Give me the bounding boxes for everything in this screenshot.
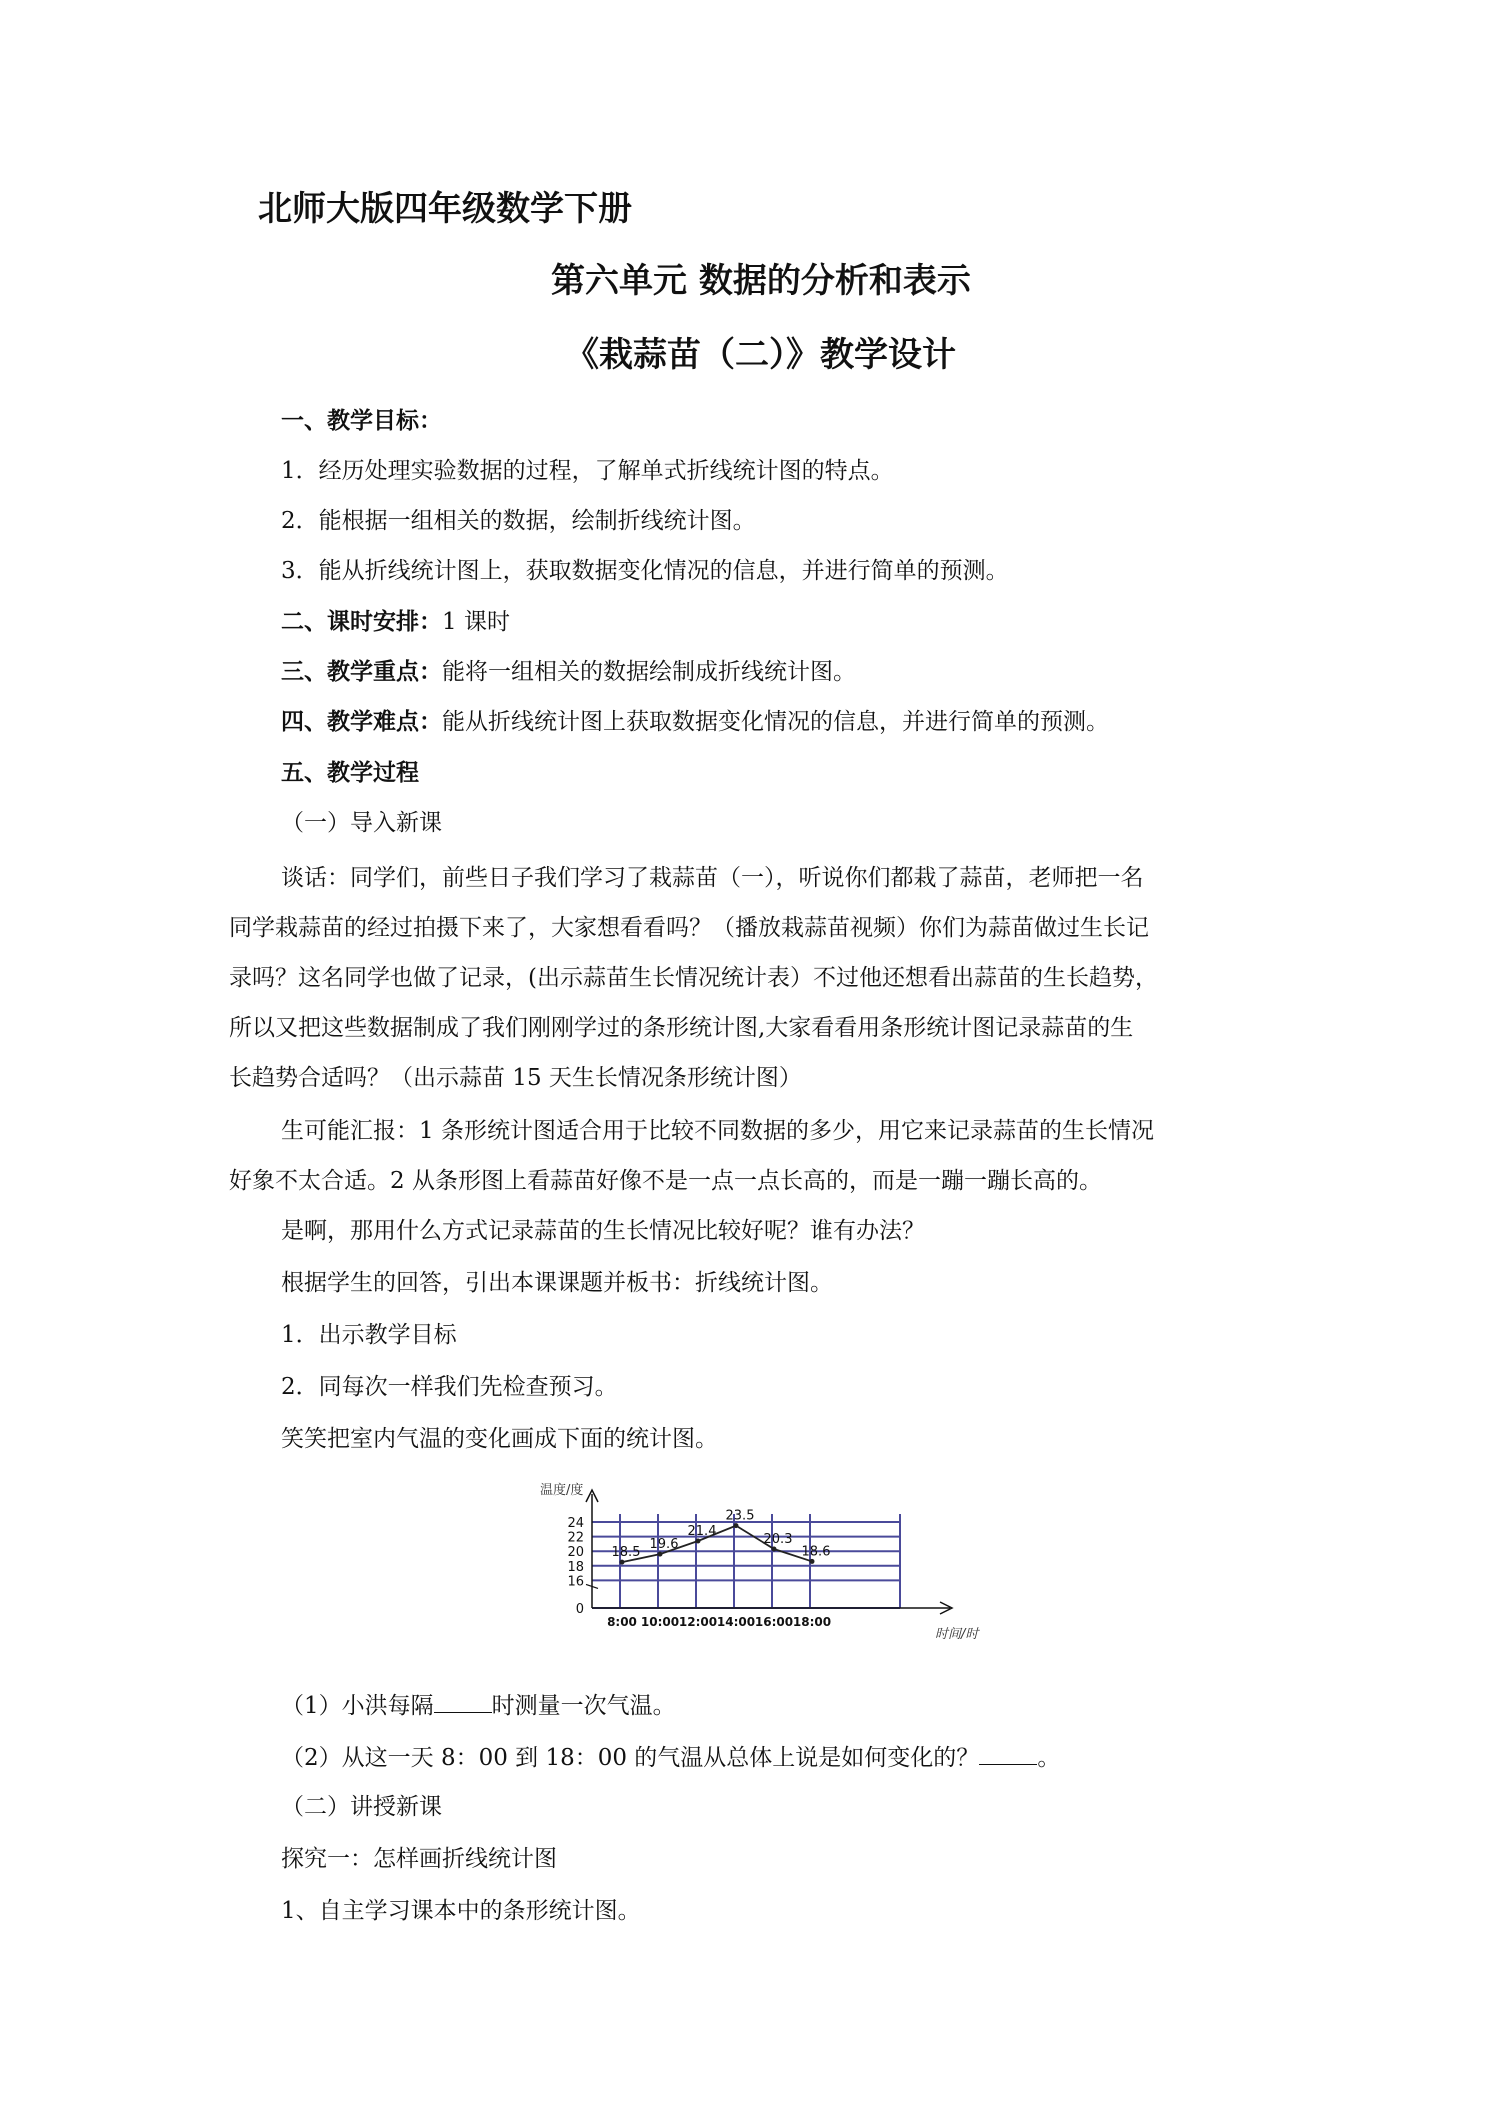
paragraph-line: 同学栽蒜苗的经过拍摄下来了，大家想看看吗？（播放栽蒜苗视频）你们为蒜苗做过生长记 (229, 915, 1149, 941)
data-label: 23.5 (725, 1508, 755, 1524)
data-point (810, 1559, 815, 1564)
data-label: 18.6 (801, 1544, 831, 1560)
x-tick-label: 10:00 (640, 1615, 680, 1629)
y-tick-label: 16 (567, 1574, 584, 1590)
data-point (696, 1538, 701, 1543)
data-label: 21.4 (687, 1523, 717, 1539)
data-label: 19.6 (649, 1537, 679, 1553)
part2-heading: （二）讲授新课 (281, 1794, 442, 1820)
y-tick-label: 20 (567, 1545, 584, 1561)
x-tick-label: 12:00 (678, 1615, 718, 1629)
process-heading: 五、教学过程 (281, 760, 419, 786)
question-2-text: （2）从这一天 8：00 到 18：00 的气温从总体上说是如何变化的？ (281, 1745, 980, 1771)
y-tick-label: 18 (567, 1559, 584, 1575)
part1-heading: （一）导入新课 (281, 810, 442, 836)
y-tick-label: 22 (567, 1530, 584, 1546)
explore1-item: 1、自主学习课本中的条形统计图。 (281, 1898, 641, 1924)
y-tick-label: 24 (567, 1516, 584, 1531)
data-point (772, 1547, 777, 1552)
paragraph-line: 生可能汇报：1 条形统计图适合用于比较不同数据的多少，用它来记录蒜苗的生长情况 (281, 1118, 1154, 1144)
y-tick-label: 0 (575, 1602, 584, 1617)
x-tick-label: 8:00 (607, 1615, 637, 1629)
paragraph-line: 是啊，那用什么方式记录蒜苗的生长情况比较好呢？谁有办法？ (281, 1218, 925, 1244)
focus-value: 能将一组相关的数据绘制成折线统计图。 (442, 659, 856, 685)
schedule-label: 二、课时安排： (281, 609, 442, 635)
difficulty-line (281, 711, 1109, 734)
goal-item: 2．能根据一组相关的数据，绘制折线统计图。 (281, 508, 756, 534)
question-1 (281, 1692, 676, 1718)
focus-line (281, 661, 856, 684)
difficulty-value: 能从折线统计图上获取数据变化情况的信息，并进行简单的预测。 (442, 709, 1109, 735)
schedule-line (281, 611, 510, 634)
y-axis-label: 温度/度 (540, 1483, 584, 1498)
paragraph-line: 录吗？这名同学也做了记录，(出示蒜苗生长情况统计表）不过他还想看出蒜苗的生长趋势， (229, 965, 1158, 991)
data-point (658, 1552, 663, 1557)
data-label: 18.5 (611, 1545, 641, 1561)
data-label: 20.3 (763, 1532, 793, 1548)
question-1-text: （1）小洪每隔 (281, 1693, 434, 1719)
book-title: 北师大版四年级数学下册 (258, 189, 632, 229)
x-tick-label: 18:00 (792, 1615, 832, 1629)
goals-heading: 一、教学目标： (281, 408, 442, 434)
difficulty-label: 四、教学难点： (281, 709, 442, 735)
list-item: 2．同每次一样我们先检查预习。 (281, 1374, 618, 1400)
data-point (620, 1560, 625, 1565)
paragraph-line: 笑笑把室内气温的变化画成下面的统计图。 (281, 1426, 718, 1452)
x-tick-label: 16:00 (754, 1615, 794, 1629)
question-2 (281, 1744, 1060, 1770)
paragraph-line: 谈话：同学们，前些日子我们学习了栽蒜苗（一），听说你们都栽了蒜苗，老师把一名 (281, 865, 1144, 891)
answer-blank (434, 1692, 492, 1713)
goal-item: 1．经历处理实验数据的过程，了解单式折线统计图的特点。 (281, 458, 894, 484)
schedule-value: 1 课时 (442, 609, 510, 635)
question-1-text-end: 时测量一次气温。 (491, 1693, 676, 1719)
explore1-heading: 探究一：怎样画折线统计图 (281, 1846, 557, 1872)
list-item: 1．出示教学目标 (281, 1322, 457, 1348)
question-2-text-end: 。 (1037, 1745, 1061, 1771)
x-axis-label: 时间/时 (935, 1627, 979, 1642)
unit-title: 第六单元 数据的分析和表示 (551, 261, 971, 301)
answer-blank (979, 1744, 1037, 1765)
goal-item: 3．能从折线统计图上，获取数据变化情况的信息，并进行简单的预测。 (281, 558, 1009, 584)
paragraph-line: 好象不太合适。2 从条形图上看蒜苗好像不是一点一点长高的，而是一蹦一蹦长高的。 (229, 1168, 1102, 1194)
x-tick-label: 14:00 (716, 1615, 756, 1629)
focus-label: 三、教学重点： (281, 659, 442, 685)
data-point (734, 1523, 739, 1528)
paragraph-line: 所以又把这些数据制成了我们刚刚学过的条形统计图,大家看看用条形统计图记录蒜苗的生 (229, 1015, 1134, 1041)
temperature-line-chart (540, 1482, 1020, 1662)
paragraph-line: 长趋势合适吗？（出示蒜苗 15 天生长情况条形统计图） (229, 1065, 802, 1091)
paragraph-line: 根据学生的回答，引出本课课题并板书：折线统计图。 (281, 1270, 833, 1296)
lesson-title: 《栽蒜苗（二）》教学设计 (565, 335, 956, 375)
